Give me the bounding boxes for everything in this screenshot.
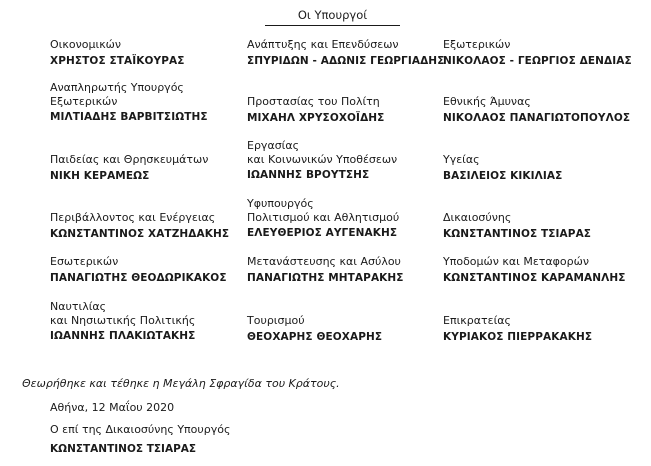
- minister-block: [443, 211, 591, 241]
- minister-block: [247, 95, 384, 125]
- minister-block: [443, 314, 592, 344]
- minister-block: [247, 38, 444, 68]
- ministry-title: Δικαιοσύνης: [443, 211, 512, 224]
- ministry-title: Μετανάστευσης και Ασύλου: [247, 255, 401, 268]
- minister-name: ΒΑΣΙΛΕΙΟΣ ΚΙΚΙΛΙΑΣ: [443, 169, 563, 182]
- ministry-title: Εσωτερικών: [50, 255, 119, 268]
- minister-name: ΠΑΝΑΓΙΩΤΗΣ ΘΕΟΔΩΡΙΚΑΚΟΣ: [50, 271, 227, 284]
- minister-block: [50, 300, 195, 344]
- minister-name: ΚΩΝΣΤΑΝΤΙΝΟΣ ΤΣΙΑΡΑΣ: [443, 227, 592, 240]
- minister-block: [443, 95, 630, 125]
- minister-block: [50, 38, 185, 68]
- minister-name: ΙΩΑΝΝΗΣ ΒΡΟΥΤΣΗΣ: [247, 169, 370, 181]
- ministry-title: Τουρισμού: [247, 314, 305, 327]
- ministry-title: Εθνικής Άμυνας: [443, 95, 531, 108]
- minister-name: ΜΙΧΑΗΛ ΧΡΥΣΟΧΟΪΔΗΣ: [247, 111, 385, 124]
- minister-name: ΜΙΛΤΙΑΔΗΣ ΒΑΡΒΙΤΣΙΩΤΗΣ: [50, 111, 208, 123]
- minister-block: [50, 153, 208, 183]
- minister-name: ΙΩΑΝΝΗΣ ΠΛΑΚΙΩΤΑΚΗΣ: [50, 330, 196, 342]
- minister-block: [247, 139, 397, 183]
- ministry-title: Ναυτιλίας και Νησιωτικής Πολιτικής: [50, 300, 196, 327]
- minister-name: ΝΙΚΟΛΑΟΣ - ΓΕΩΡΓΙΟΣ ΔΕΝΔΙΑΣ: [443, 54, 632, 67]
- minister-block: [443, 255, 626, 285]
- minister-name: ΕΛΕΥΘΕΡΙΟΣ ΑΥΓΕΝΑΚΗΣ: [247, 227, 398, 239]
- ministry-title: Εξωτερικών: [443, 38, 511, 51]
- ministry-title: Αναπληρωτής Υπουργός Εξωτερικών: [50, 81, 184, 108]
- place-date: Αθήνα, 12 Μαΐου 2020: [50, 401, 175, 414]
- minister-name: ΝΙΚΗ ΚΕΡΑΜΕΩΣ: [50, 169, 150, 182]
- ministry-title: Υποδομών και Μεταφορών: [443, 255, 589, 268]
- minister-name: ΚΩΝΣΤΑΝΤΙΝΟΣ ΧΑΤΖΗΔΑΚΗΣ: [50, 227, 230, 240]
- minister-block: [443, 38, 632, 68]
- minister-name: ΝΙΚΟΛΑΟΣ ΠΑΝΑΓΙΩΤΟΠΟΥΛΟΣ: [443, 111, 631, 124]
- minister-name: ΚΩΝΣΤΑΝΤΙΝΟΣ ΚΑΡΑΜΑΝΛΗΣ: [443, 271, 626, 284]
- minister-block: [247, 314, 382, 344]
- ministry-title: Ανάπτυξης και Επενδύσεων: [247, 38, 399, 51]
- minister-block: [247, 255, 404, 285]
- minister-name: ΧΡΗΣΤΟΣ ΣΤΑΪΚΟΥΡΑΣ: [50, 54, 185, 67]
- minister-name: ΘΕΟΧΑΡΗΣ ΘΕΟΧΑΡΗΣ: [247, 330, 383, 343]
- signatories-heading: Οι Υπουργοί: [297, 8, 368, 22]
- minister-block: [443, 153, 562, 183]
- ministry-title: Οικονομικών: [50, 38, 122, 51]
- signer-name: ΚΩΝΣΤΑΝΤΙΝΟΣ ΤΣΙΑΡΑΣ: [50, 443, 197, 455]
- ministry-title: Επικρατείας: [443, 314, 512, 327]
- heading-underline: [265, 25, 400, 26]
- minister-block: [50, 255, 227, 285]
- ministry-title: Εργασίας και Κοινωνικών Υποθέσεων: [247, 139, 398, 166]
- minister-block: [247, 197, 399, 241]
- minister-name: ΚΥΡΙΑΚΟΣ ΠΙΕΡΡΑΚΑΚΗΣ: [443, 330, 593, 343]
- ministry-title: Υφυπουργός Πολιτισμού και Αθλητισμού: [247, 197, 400, 224]
- signer-title: Ο επί της Δικαιοσύνης Υπουργός: [50, 423, 231, 436]
- ministry-title: Υγείας: [443, 153, 480, 166]
- ministry-title: Παιδείας και Θρησκευμάτων: [50, 153, 209, 166]
- minister-name: ΣΠΥΡΙΔΩΝ - ΑΔΩΝΙΣ ΓΕΩΡΓΙΑΔΗΣ: [247, 54, 445, 67]
- minister-name: ΠΑΝΑΓΙΩΤΗΣ ΜΗΤΑΡΑΚΗΣ: [247, 271, 404, 284]
- ministry-title: Προστασίας του Πολίτη: [247, 95, 380, 108]
- ministry-title: Περιβάλλοντος και Ενέργειας: [50, 211, 216, 224]
- minister-block: [50, 211, 229, 241]
- minister-block: [50, 81, 208, 125]
- seal-statement: Θεωρήθηκε και τέθηκε η Μεγάλη Σφραγίδα του Κράτους.: [22, 377, 340, 390]
